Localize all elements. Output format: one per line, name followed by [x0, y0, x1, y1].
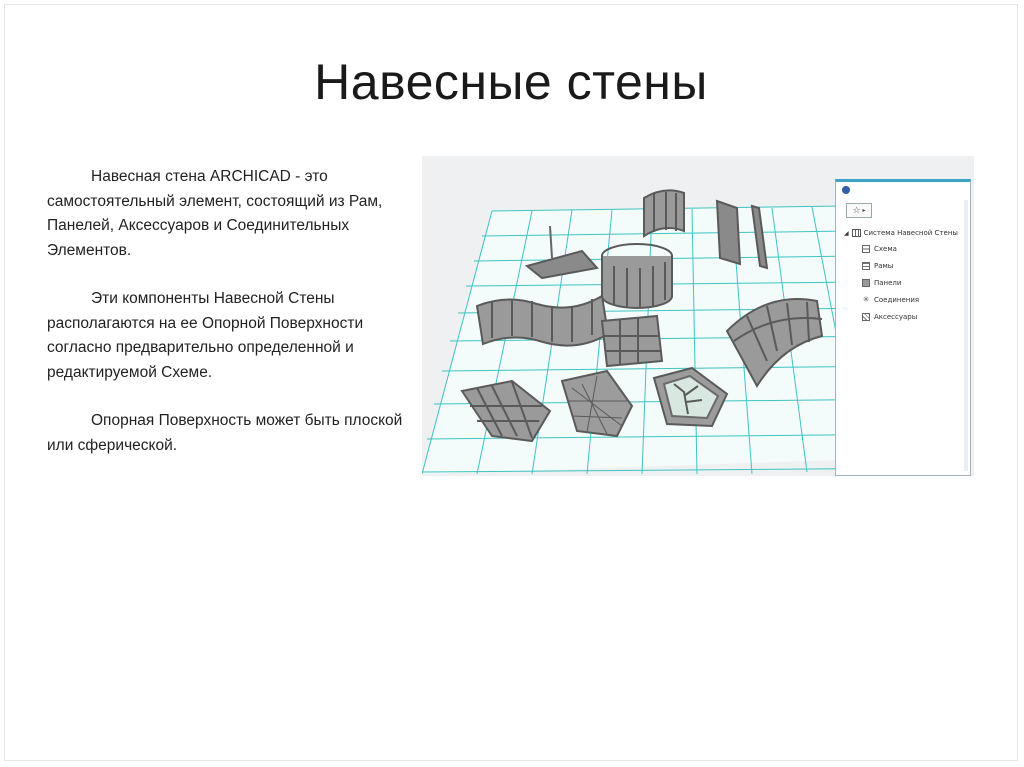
curtain-wall-illustration — [422, 156, 974, 476]
chevron-right-icon: ▸ — [862, 207, 866, 214]
app-logo-icon — [842, 186, 850, 194]
panel-header — [836, 182, 970, 197]
tree-item-label: Соединения — [874, 295, 920, 304]
tree-item-scheme[interactable] — [844, 240, 970, 257]
tree-item-label: Схема — [874, 244, 897, 253]
tree-item-label: Рамы — [874, 261, 894, 270]
frames-icon — [862, 262, 870, 270]
tree-item-panels[interactable] — [844, 274, 970, 291]
tree-root-system[interactable] — [844, 226, 970, 240]
flat-panel-grid — [602, 316, 662, 366]
paragraph-1: Навесная стена ARCHICAD - это самостоятельный элемент, состоящий из Рам, Панелей, Аксессуаров и Соединительных Элементов. — [47, 168, 383, 259]
scheme-icon — [862, 245, 870, 253]
paragraph-2: Эти компоненты Навесной Стены располагаются на ее Опорной Поверхности согласно предварительно определенной и редактируемой Схеме. — [47, 290, 364, 381]
curtain-wall-navigator-panel — [835, 179, 971, 476]
expand-caret-icon[interactable]: ◢ — [844, 229, 849, 237]
spiral-wall — [644, 190, 684, 236]
favorites-button[interactable] — [846, 203, 872, 218]
panel-scrollbar[interactable] — [964, 200, 968, 471]
joints-icon: ✳ — [862, 294, 870, 304]
star-icon: ☆ — [852, 205, 861, 216]
tree-item-joints[interactable] — [844, 291, 970, 308]
curtain-wall-system-icon — [852, 229, 861, 237]
tree-root-label: Система Навесной Стены — [863, 229, 958, 237]
paragraph-3: Опорная Поверхность может быть плоской или сферической. — [47, 412, 403, 454]
tree-item-label: Аксессуары — [874, 312, 918, 321]
vertical-panel — [717, 201, 740, 264]
slide-title: Навесные стены — [314, 54, 708, 110]
accessories-icon — [862, 313, 870, 321]
cylindrical-wall — [602, 256, 672, 308]
panels-icon — [862, 279, 870, 287]
tree-item-accessories[interactable] — [844, 308, 970, 325]
tree-item-frames[interactable] — [844, 257, 970, 274]
tree-item-label: Панели — [874, 278, 902, 287]
component-tree — [836, 226, 970, 325]
body-text — [47, 165, 407, 482]
